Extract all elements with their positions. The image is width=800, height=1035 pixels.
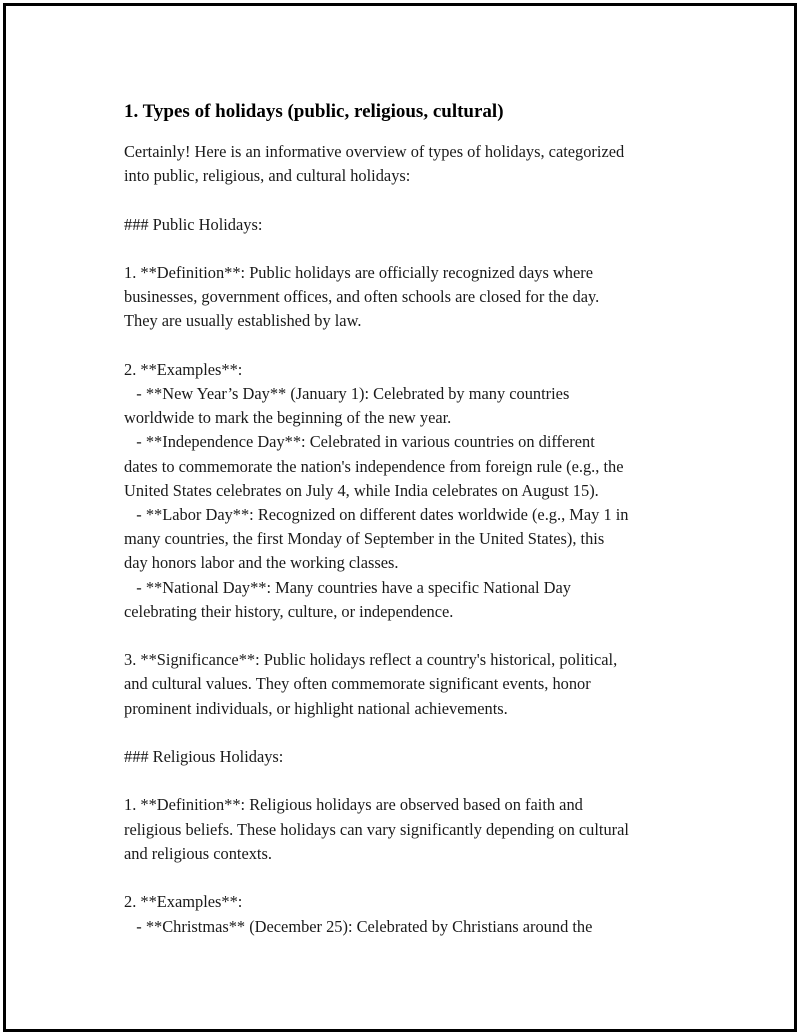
document-body: Certainly! Here is an informative overview of types of holidays, categorized into public, religious, and cultural holidays: ### Public Holidays: 1. **Definition**: Public holidays are officially recognized days where businesses, government offices, and often schools are closed for the day. They are usually established by law. 2. **Examples**: - **New Year’s Day** (January 1): Celebrated by many countries worldwide to mark the beginning of the new year. - **Independence Day**: Celebrated in various countries on different dates to commemorate the nation's independence from foreign rule (e.g., the United States celebrates on July 4, while India celebrates on August 15). - **Labor Day**: Recognized on different dates worldwide (e.g., May 1 in many countries, the first Monday of September in the United States), this day honors labor and the working classes. - **National Day**: Many countries have a specific National Day celebrating their history, culture, or independence. 3. **Significance**: Public holidays reflect a country's historical, political, and cultural values. They often commemorate significant events, honor prominent individuals, or highlight national achievements. ### Religious Holidays: 1. **Definition**: Religious holidays are observed based on faith and religious beliefs. These holidays can vary significantly depending on cultural and religious contexts. 2. **Examples**: - **Christmas** (December 25): Celebrated by Christians around the [124,142,629,936]
page-frame [3,3,797,1032]
document-content [124,98,704,939]
document-title: 1. Types of holidays (public, religious, cultural) [124,101,504,122]
